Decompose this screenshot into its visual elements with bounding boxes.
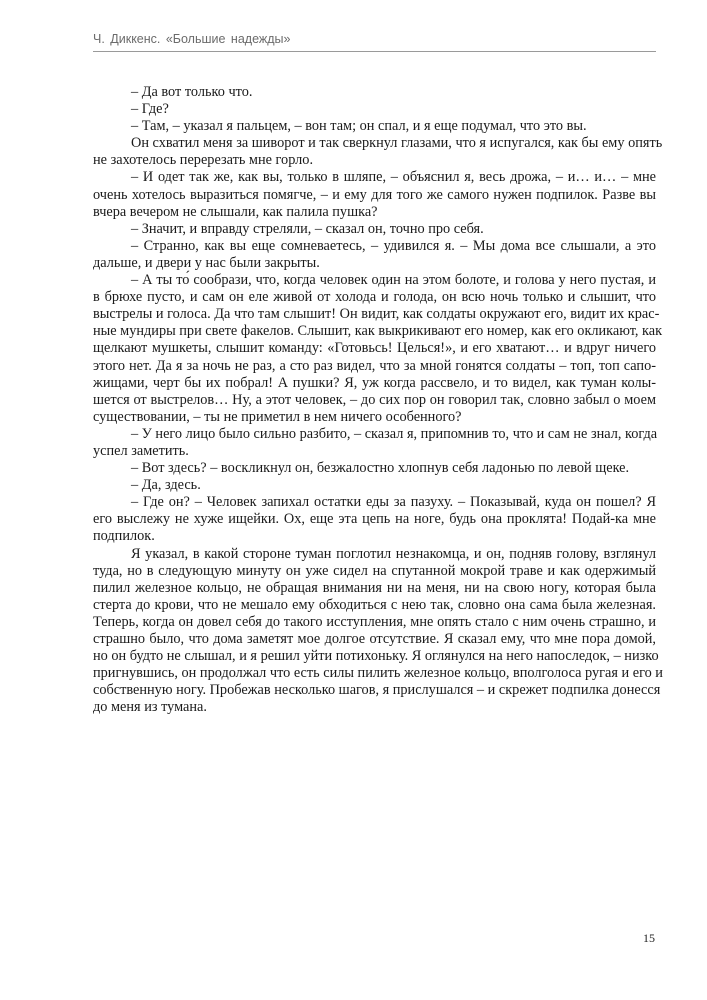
text-line: – Странно, как вы еще сомневаетесь, – удивился я. – Мы дома все слышали, а это [131, 237, 656, 254]
paragraph [93, 169, 656, 220]
paragraph [93, 84, 656, 101]
text-line: дальше, и двери у нас были закрыты. [93, 254, 320, 271]
text-line: до меня из тумана. [93, 699, 207, 716]
text-line: пилил железное кольцо, не обращая внимания ни на меня, ни на свою ногу, которая была [93, 579, 656, 596]
text-line: туда, но в следующую минуту он уже сидел на спутанной мокрой траве и как одержимый [93, 562, 656, 579]
text-line: в брюхе пусто, и сам он еле живой от холода и голода, он всю ночь только и слышит, что [93, 289, 656, 306]
text-line: страшно было, что дома заметят мое долгое отсутствие. Я сказал ему, что мне пора домой, [93, 631, 656, 647]
text-line: успел заметить. [93, 442, 189, 459]
paragraph [93, 426, 656, 460]
text-line: – А ты то́ сообрази, что, когда человек один на этом болоте, и голова у него пустая, и [131, 272, 656, 289]
text-line: – И одет так же, как вы, только в шляпе, – объяснил я, весь дрожа, – и… и… – мне [131, 169, 656, 186]
page-number: 15 [643, 931, 655, 945]
text-line: подпилок. [93, 528, 155, 545]
text-line: выстрелы и голоса. Да что там слышит! Он видит, как солдаты окружают его, видит их крас- [93, 306, 660, 323]
text-line: этого нет. Да я за ночь не раз, а сто раз видел, что за мной гонятся солдаты – топ, топ сапо- [93, 357, 656, 374]
paragraph [93, 135, 663, 169]
paragraph [93, 101, 656, 118]
paragraph [93, 272, 663, 426]
text-line: его выслежу не хуже ищейки. Ох, еще эта цепь на ноге, будь она проклята! Подай-ка мне [93, 511, 656, 528]
paragraph [93, 460, 656, 477]
text-line: очень хотелось выразиться помягче, – и ему для того же самого нужен подпилок. Разве вы [93, 186, 656, 203]
paragraph [93, 545, 663, 717]
text-line: но он будто не слышал, и я решил уйти потихоньку. Я оглянулся на него напоследок, – низко [93, 648, 659, 665]
text-line: Он схватил меня за шиворот и так сверкнул глазами, что я испугался, как бы ему опять [131, 135, 663, 152]
text-line: стерта до крови, что не мешало ему обходиться с нею так, словно она сама была железная. [93, 596, 656, 613]
running-header: Ч. Диккенс. «Большие надежды» [93, 32, 291, 46]
header-divider [93, 51, 656, 52]
paragraph [93, 238, 656, 272]
text-line: – Там, – указал я пальцем, – вон там; он спал, и я еще подумал, что это вы. [131, 118, 587, 135]
body-text [93, 84, 663, 716]
text-line: – У него лицо было сильно разбито, – сказал я, припомнив то, что и сам не знал, когда [131, 425, 658, 442]
paragraph [93, 221, 656, 238]
text-line: Я указал, в какой стороне туман поглотил незнакомца, и он, подняв голову, взглянул [131, 545, 656, 562]
text-line: пригнувшись, он продолжал что есть силы пилить железное кольцо, вполголоса ругая и его и [93, 665, 663, 682]
text-line: существовании, – ты не приметил в нем ничего особенного? [93, 408, 462, 425]
text-line: вчера вечером не слышали, как палила пушка? [93, 203, 378, 220]
paragraph [93, 118, 656, 135]
paragraph [93, 477, 656, 494]
text-line: жищами, черт бы их побрал! А пушки? Я, уж когда рассвело, и то видел, как туман колы- [93, 374, 656, 391]
text-line: Теперь, когда он довел себя до такого исступления, мне опять стало с ним очень страшно, и [93, 613, 656, 630]
text-line: ные мундиры при свете факелов. Слышит, как выкрикивают его номер, как его окликают, как [93, 323, 663, 340]
text-line: – Где он? – Человек запихал остатки еды за пазуху. – Показывай, куда он пошел? Я [131, 494, 656, 511]
text-line: – Да, здесь. [131, 477, 201, 494]
paragraph [93, 494, 656, 545]
text-line: – Да вот только что. [131, 84, 253, 100]
text-line: шется от выстрелов… Ну, а этот человек, – до сих пор он говорил так, словно забыл о моем [93, 391, 656, 408]
text-line: собственную ногу. Пробежав несколько шагов, я прислушался – и скрежет подпилка донесся [93, 682, 661, 699]
text-line: не захотелось перерезать мне горло. [93, 152, 314, 169]
text-line: – Значит, и вправду стреляли, – сказал он, точно про себя. [131, 220, 484, 237]
text-line: – Где? [131, 101, 169, 118]
text-line: щелкают мушкеты, слышит команду: «Готовьсь! Целься!», и его хватают… и вдруг ничего [93, 340, 656, 357]
text-line: – Вот здесь? – воскликнул он, безжалостно хлопнув себя ладонью по левой щеке. [131, 460, 630, 477]
